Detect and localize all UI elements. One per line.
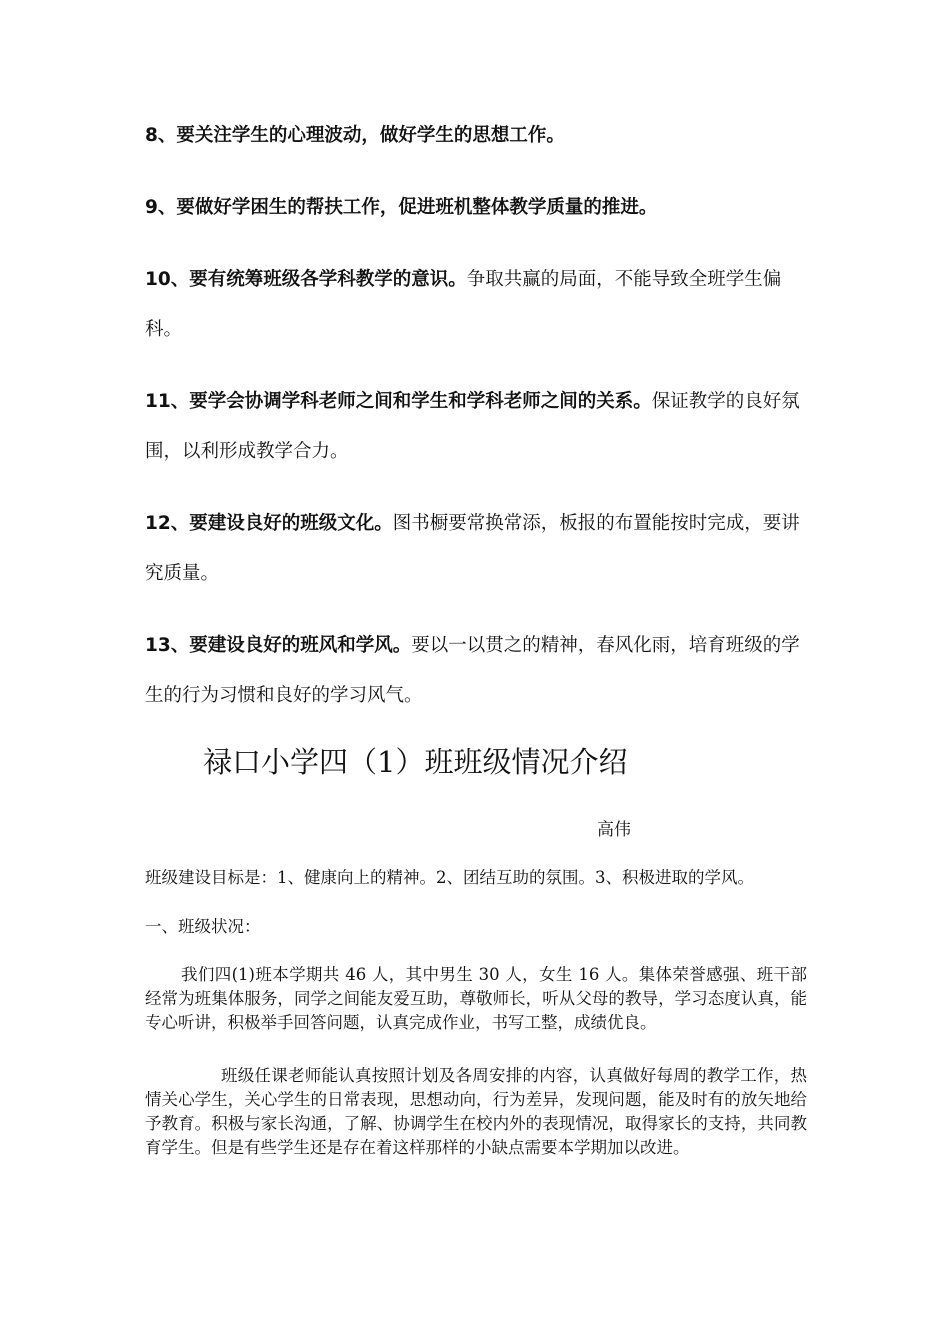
list-item-10-text: 争取共赢的局面，不能导致全班学生偏科。: [145, 269, 782, 340]
list-item-10-bold: 10、要有统筹班级各学科教学的意识。: [145, 269, 467, 290]
list-item-12-text: 图书橱要常换常添，板报的布置能按时完成，要讲究质量。: [145, 513, 800, 584]
list-item-13-bold: 13、要建设良好的班风和学风。: [145, 635, 412, 656]
list-item-11-bold: 11、要学会协调学科老师之间和学生和学科老师之间的关系。: [145, 391, 652, 412]
list-item-9: [145, 183, 810, 233]
author-name: 高伟: [597, 820, 631, 840]
list-item-13-text: 要以一以贯之的精神，春风化雨，培育班级的学生的行为习惯和良好的学习风气。: [145, 635, 800, 706]
list-item-11: [145, 377, 810, 477]
list-item-8-bold: 8、要关注学生的心理波动，做好学生的思想工作。: [145, 125, 565, 146]
class-status-heading: 一、班级状况：: [145, 917, 261, 936]
list-item-9-bold: 9、要做好学困生的帮扶工作，促进班机整体教学质量的推进。: [145, 197, 658, 218]
list-item-10: [145, 255, 810, 355]
list-item-12-bold: 12、要建设良好的班级文化。: [145, 513, 393, 534]
class-goals-paragraph: 班级建设目标是：1、健康向上的精神。2、团结互助的氛围。3、积极进取的学风。: [145, 868, 754, 887]
class-overview-paragraph: 我们四(1)班本学期共 46 人，其中男生 30 人，女生 16 人。集体荣誉感强、班干部经常为班集体服务，同学之间能友爱互助，尊敬师长，听从父母的教导，学习态度认真，能专心听讲，积极举手回答问题，认真完成作业，书写工整，成绩优良。: [145, 965, 807, 1032]
list-item-13: [145, 621, 810, 721]
teachers-paragraph: 班级任课老师能认真按照计划及各周安排的内容，认真做好每周的教学工作，热情关心学生，关心学生的日常表现，思想动向，行为差异，发现问题，能及时有的放矢地给予教育。积极与家长沟通，了解、协调学生在校内外的表现情况，取得家长的支持，共同教育学生。但是有些学生还是存在着这样那样的小缺点需要本学期加以改进。: [145, 1066, 807, 1157]
list-item-12: [145, 499, 810, 599]
list-item-8: [145, 111, 810, 161]
list-item-11-text: 保证教学的良好氛围，以利形成教学合力。: [145, 391, 800, 462]
section-title: 禄口小学四（1）班班级情况介绍: [203, 745, 628, 779]
